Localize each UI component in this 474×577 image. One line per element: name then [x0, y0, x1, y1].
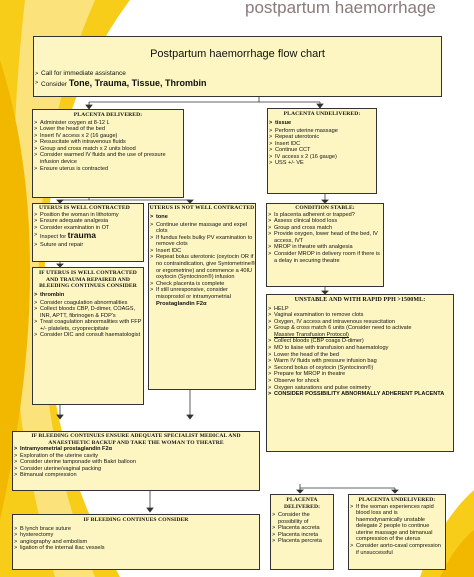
- list-item: > Ensure adequate analgesia: [33, 218, 143, 225]
- prostaglandin-label: Prostaglandin F2α: [156, 300, 207, 307]
- list-item: > If the woman experiences rapid blood loss and is haemodynamically unstable delegate 2 people to continue uterine massage and bimanual compression of the uterus: [349, 504, 445, 544]
- uterus-contracted-box: [32, 203, 144, 262]
- unstable-box: [266, 294, 454, 452]
- list-item: > Check placenta is complete: [149, 281, 255, 288]
- tissue-heading: > tissue: [268, 118, 376, 128]
- list-item: > Placenta accreta: [271, 525, 333, 532]
- thrombin-box: [32, 267, 144, 405]
- placenta-delivered-bottom-box: [270, 494, 334, 570]
- list-item: > Oxygen saturations and pulse oximetry: [267, 385, 453, 392]
- list-item: > Intramyometrial prostaglandin F2α: [13, 446, 259, 453]
- main-item-call: > Call for immediate assistance: [34, 70, 441, 78]
- list-item: > Continue uterine massage and expel clots: [149, 222, 255, 235]
- trauma-heading: trauma: [67, 230, 97, 241]
- list-item: > Provide oxygen, lower head of the bed, IV access, IVT: [267, 231, 383, 244]
- list-item: > Group and cross match x 2 units blood: [33, 146, 183, 153]
- list-item: > Treat coagulation abnormalities with FFP +/- platelets, cryoprecipitate: [33, 319, 143, 332]
- main-item-consider-emph: Tone, Trauma, Tissue, Thrombin: [68, 78, 207, 88]
- list-item: > Position the woman in lithotomy: [33, 212, 143, 219]
- uterus-not-contracted-header: UTERUS IS NOT WELL CONTRACTED: [149, 205, 255, 211]
- list-item: > Lower the head of the bed: [33, 126, 183, 133]
- list-item: > Collect bloods (CBP coags D-dimer): [267, 338, 453, 345]
- list-item: > Placenta increta: [271, 532, 333, 539]
- list-item: > angiography and embolism: [13, 539, 259, 546]
- list-item: > Consider uterine/vaginal packing: [13, 466, 259, 473]
- list-item-text: Group & cross match 6 units (Consider need to activate: [274, 325, 412, 332]
- placenta-delivered-bottom-header: PLACENTA DELIVERED:: [283, 497, 321, 510]
- list-item: > hysterectomy: [13, 532, 259, 539]
- list-item: > Consider aorto-caval compression if unsuccessful: [349, 543, 445, 556]
- placenta-delivered-header: PLACENTA DELIVERED:: [73, 112, 143, 118]
- placenta-undelivered-header: PLACENTA UNDELIVERED:: [283, 111, 361, 117]
- list-item: > Assess clinical blood loss: [267, 218, 383, 225]
- list-item: > If fundus feels bulky PV examination to remove clots: [149, 235, 255, 248]
- list-item: > Is placenta adherent or trapped?: [267, 212, 383, 219]
- list-item: > Repeat bolus uterotonic (oxytocin OR if no contraindication, give Syntometrine® or ergometrine) and commence a 40IU oxytocin (Syntocinon®) infusion: [149, 254, 255, 280]
- massive-transfusion-link[interactable]: Massive Transfusion Protocol): [274, 331, 349, 338]
- list-item: > Suture and repair: [33, 242, 143, 249]
- list-item: > Group and cross match: [267, 225, 383, 232]
- list-item: > HELP: [267, 306, 453, 313]
- placenta-undelivered-box: [267, 108, 377, 194]
- surgical-box: [12, 514, 260, 570]
- main-item-consider-prefix: Consider: [41, 81, 69, 88]
- list-item: > Warm IV fluids with pressure infusion bag: [267, 358, 453, 365]
- list-item: > Continue CCT: [268, 147, 376, 154]
- condition-stable-box: [266, 203, 384, 287]
- list-item: > Collect bloods CBP, D-dimer, COAGS, INR, APTT, fibrinogen & FDP's: [33, 306, 143, 319]
- list-item: > Insert IDC: [268, 141, 376, 148]
- list-item: > Vaginal examination to remove clots: [267, 312, 453, 319]
- list-item: > Second bolus of oxytocin (Syntocinon®): [267, 365, 453, 372]
- list-item: > Insert IV access x 2 (16 gauge): [33, 133, 183, 140]
- thrombin-heading: > thrombin: [33, 290, 143, 300]
- theatre-box: [12, 431, 260, 491]
- list-item: > USS +/- VE: [268, 160, 376, 167]
- placenta-undelivered-bottom-header: PLACENTA UNDELIVERED:: [358, 497, 436, 503]
- list-item: > Consider the possibility of: [271, 512, 333, 525]
- list-item: > Repeat uterotonic: [268, 134, 376, 141]
- list-item: > Bimanual compression: [13, 472, 259, 479]
- list-item: > Lower the head of the bed: [267, 352, 453, 359]
- tone-heading: > tone: [149, 212, 255, 222]
- list-item: > Placenta percreta: [271, 538, 333, 545]
- surgical-header: IF BLEEDING CONTINUES CONSIDER: [83, 517, 189, 523]
- list-item: > Consider uterine tamponade with Bakri balloon: [13, 459, 259, 466]
- list-item: > IV access x 2 (16 gauge): [268, 154, 376, 161]
- list-item: > Ensure uterus is contracted: [33, 166, 183, 173]
- list-item: > B lynch brace suture: [13, 526, 259, 533]
- list-item: > Observe for shock: [267, 378, 453, 385]
- theatre-header: IF BLEEDING CONTINUES ENSURE ADEQUATE SPECIALIST MEDICAL AND ANAESTHETIC BACKUP AND TAKE THE WOMAN TO THEATRE: [31, 433, 241, 446]
- list-item: > Consider coagulation abnormalities: [33, 300, 143, 307]
- list-item: > MROP in theatre with analgesia: [267, 244, 383, 251]
- trauma-prefix: Inspect for: [40, 234, 68, 241]
- placenta-undelivered-bottom-box: [348, 494, 446, 570]
- uterus-not-contracted-box: [148, 203, 256, 390]
- page-title: postpartum haemorrhage: [245, 0, 436, 17]
- list-item: > ligation of the internal iliac vessels: [13, 545, 259, 552]
- flowchart-title: Postpartum haemorrhage flow chart: [150, 48, 325, 60]
- list-item: > Resuscitate with intravenous fluids: [33, 139, 183, 146]
- list-item: > Consider examination in OT: [33, 225, 143, 232]
- list-item: > If still unresponsive, consider misoprostol or intramyometrial: [149, 287, 255, 300]
- list-item: > Insert IDC: [149, 248, 255, 255]
- list-item: > Administer oxygen at 8-12 L: [33, 120, 183, 127]
- condition-stable-header: CONDITION STABLE:: [295, 205, 355, 211]
- list-item: > CONSIDER POSSIBILITY ABNORMALLY ADHERENT PLACENTA: [267, 391, 453, 398]
- unstable-header: UNSTABLE AND WITH RAPID PPH >1500ML:: [294, 297, 426, 303]
- main-title-box: [33, 36, 442, 97]
- thrombin-header: IF UTERUS IS WELL CONTRACTED AND TRAUMA REPAIRED AND BLEEDING CONTINUES CONSIDER: [39, 270, 137, 289]
- list-item: > Consider MROP in delivery room if there is a delay in securing theatre: [267, 251, 383, 264]
- list-item: [267, 325, 453, 338]
- list-item: > Oxygen, IV access and intravenous resuscitation: [267, 319, 453, 326]
- list-item: > Consider warmed IV fluids and the use of pressure infusion device: [33, 152, 183, 165]
- uterus-contracted-header: UTERUS IS WELL CONTRACTED: [39, 205, 130, 211]
- main-item-consider: [34, 78, 441, 90]
- placenta-delivered-box: [32, 109, 184, 198]
- list-item: > Perform uterine massage: [268, 128, 376, 135]
- list-item: > Prepare for MROP in theatre: [267, 371, 453, 378]
- list-item: > Consider DIC and consult haematologist: [33, 332, 143, 339]
- trauma-item: [33, 231, 143, 242]
- list-item: > MO to liaise with transfusion and haematology: [267, 345, 453, 352]
- list-item: > Exploration of the uterine cavity: [13, 453, 259, 460]
